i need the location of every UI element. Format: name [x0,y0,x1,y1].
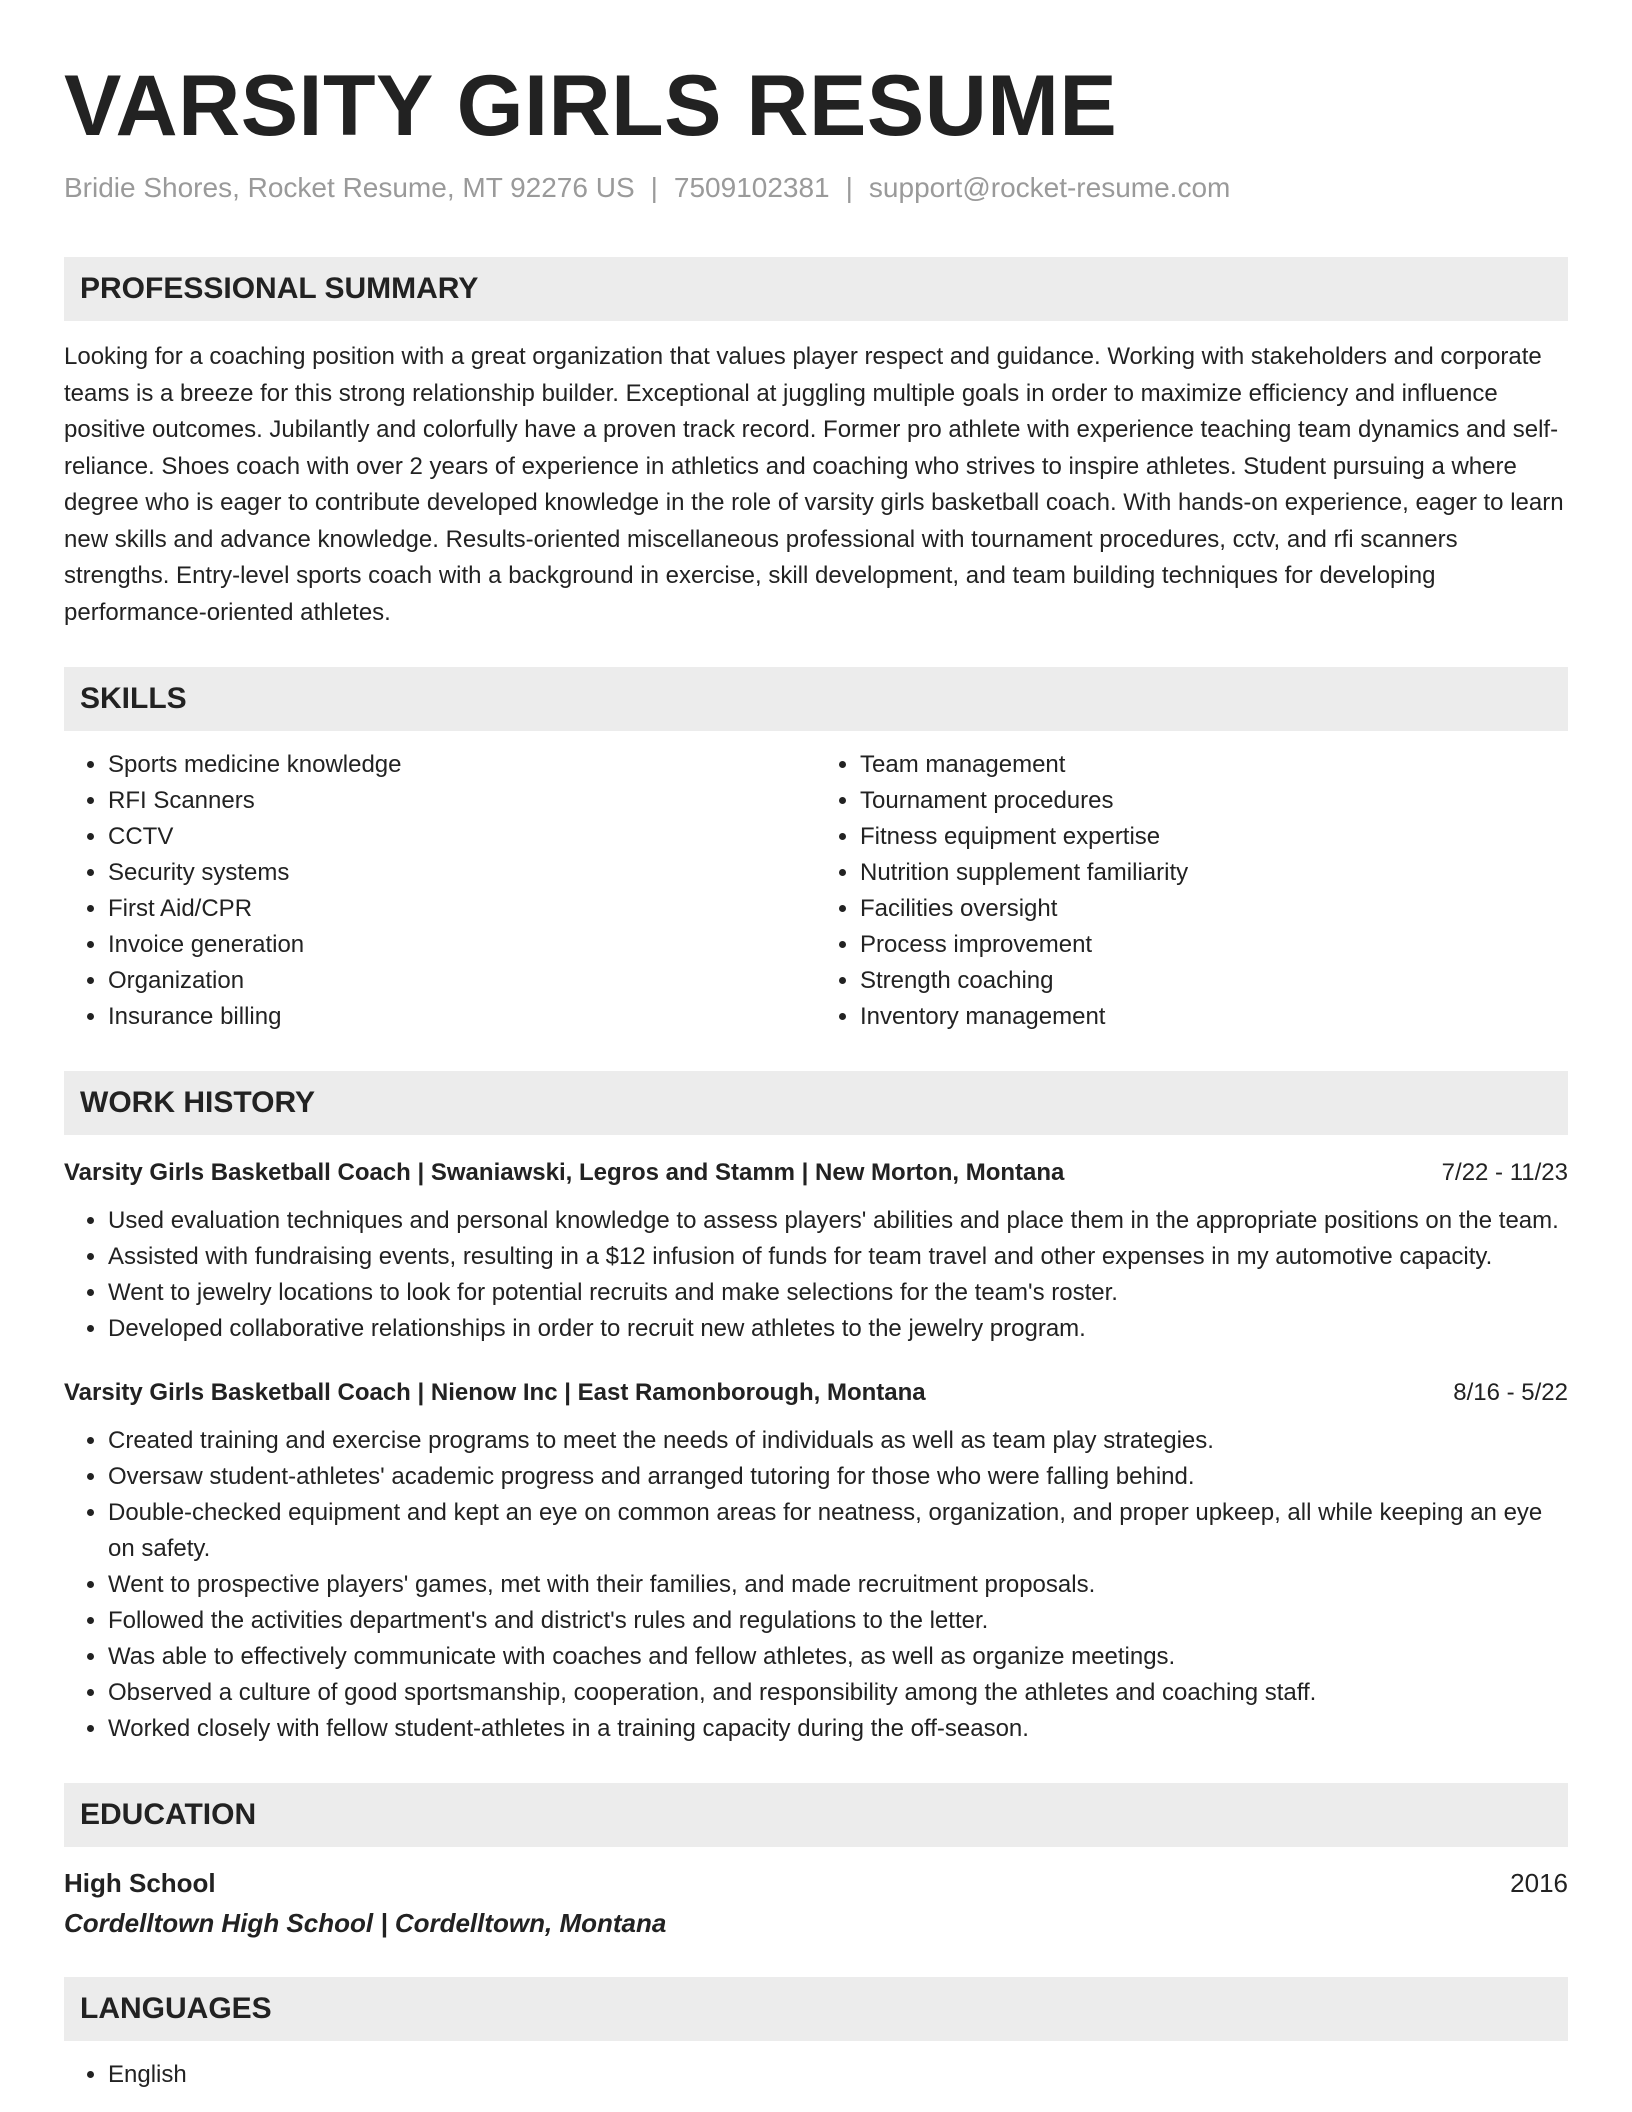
contact-line [64,170,1568,206]
job-header [64,1157,1568,1189]
skill-item: • RFI Scanners [108,783,816,819]
languages-heading: LANGUAGES [64,1977,1568,2041]
skill-item: • Sports medicine knowledge [108,747,816,783]
skill-item: • CCTV [108,819,816,855]
skills-columns [64,747,1568,1035]
skill-item: • Facilities oversight [860,891,1568,927]
job-bullet: • Used evaluation techniques and personal knowledge to assess players' abilities and place them in the appropriate positions on the team. [108,1203,1568,1239]
education-degree: High School [64,1868,216,1898]
skill-item: • Tournament procedures [860,783,1568,819]
contact-address: Bridie Shores, Rocket Resume, MT 92276 US [64,172,635,203]
job-bullet: • Developed collaborative relationships in order to recruit new athletes to the jewelry program. [108,1311,1568,1347]
skill-item: • First Aid/CPR [108,891,816,927]
education-heading: EDUCATION [64,1783,1568,1847]
summary-heading: PROFESSIONAL SUMMARY [64,257,1568,321]
skill-item: • Team management [860,747,1568,783]
job-dates: 7/22 - 11/23 [1441,1159,1568,1186]
skill-item: • Fitness equipment expertise [860,819,1568,855]
contact-phone: 7509102381 [673,172,830,203]
skill-item: • Process improvement [860,927,1568,963]
job-bullet: • Assisted with fundraising events, resulting in a $12 infusion of funds for team travel and other expenses in my automotive capacity. [108,1239,1568,1275]
education-school: Cordelltown High School | Cordelltown, Montana [64,1908,667,1938]
job-bullet: • Double-checked equipment and kept an eye on common areas for neatness, organization, and proper upkeep, all while keeping an eye on safety. [108,1495,1568,1567]
job-bullet: • Observed a culture of good sportsmanship, cooperation, and responsibility among the athletes and coaching staff. [108,1675,1568,1711]
contact-separator: | [845,172,853,203]
skill-item: • Security systems [108,855,816,891]
job-title: Varsity Girls Basketball Coach | Swaniawski, Legros and Stamm | New Morton, Montana [64,1159,1065,1186]
education-year: 2016 [1510,1868,1568,1898]
job-bullet: • Was able to effectively communicate with coaches and fellow athletes, as well as organize meetings. [108,1639,1568,1675]
job-bullet: • Followed the activities department's and district's rules and regulations to the letter. [108,1603,1568,1639]
job-dates: 8/16 - 5/22 [1453,1379,1568,1406]
job-bullets [64,1423,1568,1747]
summary-text: Looking for a coaching position with a great organization that values player respect and guidance. Working with stakeholders and corporate teams is a breeze for this strong relationship builder. Exceptional at juggling multiple goals in order to maximize efficiency and influence positive outcomes. Jubilantly and colorfully have a proven track record. Former pro athlete with experience teaching team dynamics and self-reliance. Shoes coach with over 2 years of experience in athletics and coaching who strives to inspire athletes. Student pursuing a where degree who is eager to contribute developed knowledge in the role of varsity girls basketball coach. With hands-on experience, eager to learn new skills and advance knowledge. Results-oriented miscellaneous professional with tournament procedures, cctv, and rfi scanners strengths. Entry-level sports coach with a background in exercise, skill development, and team building techniques for developing performance-oriented athletes. [64,343,1564,626]
skill-item: • Organization [108,963,816,999]
education-row [64,1865,1568,1901]
job-bullet: • Went to jewelry locations to look for potential recruits and make selections for the team's roster. [108,1275,1568,1311]
job-bullet: • Went to prospective players' games, met with their families, and made recruitment proposals. [108,1567,1568,1603]
skills-right-list [816,747,1568,1035]
job-bullet: • Oversaw student-athletes' academic progress and arranged tutoring for those who were falling behind. [108,1459,1568,1495]
skills-left-list [64,747,816,1035]
job-entry [64,1377,1568,1747]
language-item: • English [108,2057,1568,2093]
skill-item: • Strength coaching [860,963,1568,999]
skills-heading: SKILLS [64,667,1568,731]
job-bullet: • Created training and exercise programs to meet the needs of individuals as well as team play strategies. [108,1423,1568,1459]
skill-item: • Insurance billing [108,999,816,1035]
job-bullets [64,1203,1568,1347]
languages-list [64,2057,1568,2093]
contact-separator: | [650,172,658,203]
contact-email: support@rocket-resume.com [868,172,1231,203]
job-title: Varsity Girls Basketball Coach | Nienow Inc | East Ramonborough, Montana [64,1379,926,1406]
work-history-heading: WORK HISTORY [64,1071,1568,1135]
job-bullet: • Worked closely with fellow student-athletes in a training capacity during the off-season. [108,1711,1568,1747]
job-header [64,1377,1568,1409]
skill-item: • Inventory management [860,999,1568,1035]
job-entry [64,1157,1568,1347]
skill-item: • Invoice generation [108,927,816,963]
skill-item: • Nutrition supplement familiarity [860,855,1568,891]
resume-name: VARSITY GIRLS RESUME [64,58,1118,154]
